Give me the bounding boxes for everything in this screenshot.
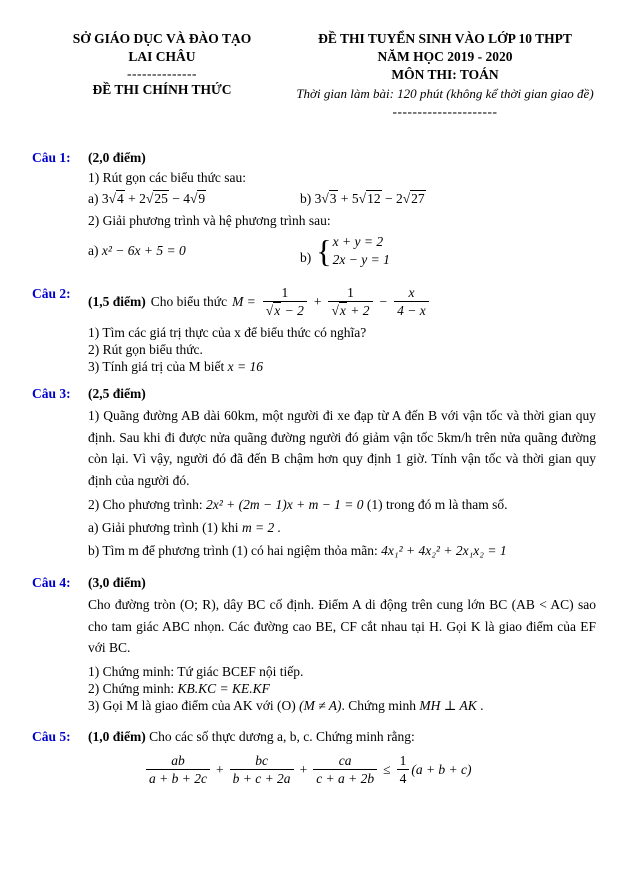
sqrt-icon: √ — [265, 303, 274, 318]
exam-header — [0, 0, 620, 119]
question-2 — [32, 285, 596, 375]
fraction-ab: $\frac{ab}{a + b + 2c}$ — [146, 753, 210, 786]
question-5-label: Câu 5: — [32, 728, 71, 744]
sqrt-icon: √ — [331, 303, 339, 318]
question-2-head — [88, 285, 596, 318]
operator-plus: + — [313, 294, 322, 309]
question-5-points: (1,0 điểm) — [88, 728, 146, 744]
question-4-item-3: 3) Gọi M là giao điểm của AK với (O) (M ≠ A). Chứng minh MH ⊥ AK . — [88, 697, 484, 713]
question-1-part2: 2) Giải phương trình và hệ phương trình sau: — [88, 213, 331, 228]
operator-plus: + — [215, 761, 224, 777]
question-5-head — [88, 728, 596, 745]
question-1-part1: 1) Rút gọn các biểu thức sau: — [88, 170, 247, 185]
sqrt-icon: √ — [108, 191, 117, 206]
question-2-item-3: 3) Tính giá trị của M biết x = 16 — [88, 359, 263, 374]
exam-subject: MÔN THI: TOÁN — [391, 67, 499, 82]
question-3-label: Câu 3: — [32, 386, 71, 401]
question-5 — [32, 728, 596, 786]
title-divider: --------------------- — [392, 104, 498, 119]
issuer-department: SỞ GIÁO DỤC VÀ ĐÀO TẠO — [72, 31, 252, 46]
exam-body — [0, 149, 620, 786]
question-5-intro: Cho các số thực dương a, b, c. Chứng minh rằng: — [149, 728, 415, 744]
question-4-points: (3,0 điểm) — [88, 575, 146, 590]
issuer-divider: -------------- — [127, 66, 197, 81]
question-3-item-b: b) Tìm m để phương trình (1) có hai ngiệm thỏa mãn: 4x₁² + 4x₂² + 2x₁x₂ = 1 — [88, 543, 507, 558]
exam-school-year: NĂM HỌC 2019 - 2020 — [377, 49, 513, 64]
question-2-item-2: 2) Rút gọn biểu thức. — [88, 342, 203, 357]
sqrt-icon: √ — [189, 191, 198, 206]
sqrt-icon: √ — [145, 191, 154, 206]
equation-1a: a) x² − 6x + 5 = 0 — [88, 243, 186, 258]
operator-leq: ≤ — [383, 761, 391, 777]
m-equals: M = — [232, 294, 256, 309]
expression-1a: a) 3√4 + 2√25 − 4√9 — [88, 191, 206, 206]
sqrt-term: √9 — [189, 191, 206, 206]
operator-minus: − — [379, 294, 388, 309]
question-3-word-problem: 1) Quãng đường AB dài 60km, một người đi xe đạp từ A đến B với vận tốc và thời gian quy định. Sau khi đi được nửa quãng đường người đó giảm vận tốc 5km/h trên nửa quãng đường còn lại. Vì vậy, người đó đã đến B chậm hơn quy định 1 giờ. Tính vận tốc và thời gian quy định của người đó. — [88, 408, 596, 488]
question-1-label: Câu 1: — [32, 150, 71, 165]
question-4-item-1: 1) Chứng minh: Tứ giác BCEF nội tiếp. — [88, 663, 304, 679]
question-1-expressions-row — [88, 191, 596, 207]
question-3-item-a: a) Giải phương trình (1) khi m = 2 . — [88, 520, 282, 535]
fraction-2: $\frac{1}{√x + 2}$ — [328, 285, 372, 318]
sqrt-icon: √ — [358, 191, 367, 206]
question-2-points: (1,5 điểm) — [88, 294, 146, 309]
sqrt-term: √3 — [321, 191, 337, 206]
sqrt-icon: √ — [402, 191, 411, 206]
question-4 — [32, 574, 596, 714]
question-2-label: Câu 2: — [32, 286, 71, 301]
sqrt-term: √25 — [145, 191, 168, 206]
fraction-bc: $\frac{bc}{b + c + 2a}$ — [230, 753, 294, 786]
sqrt-term: √12 — [358, 191, 381, 206]
sqrt-term: √27 — [402, 191, 425, 206]
exam-duration: Thời gian làm bài: 120 phút (không kể thời gian giao đề) — [296, 86, 594, 101]
question-2-item-1: 1) Tìm các giá trị thực của x để biểu thức có nghĩa? — [88, 325, 367, 340]
equation-system — [316, 233, 390, 269]
question-1 — [32, 149, 596, 269]
fraction-1: $\frac{1}{√x - 2}$ — [263, 285, 307, 318]
question-4-item-2: 2) Chứng minh: KB.KC = KE.KF — [88, 680, 270, 696]
question-4-label: Câu 4: — [32, 575, 71, 590]
expression-1b: b) 3√3 + 5√12 − 2√27 — [300, 191, 425, 206]
exam-title-block — [296, 30, 594, 119]
inequality-tail: (a + b + c) — [411, 761, 472, 777]
question-1-equations-row — [88, 233, 596, 269]
system-equation-2: 2x − y = 1 — [332, 252, 390, 267]
issuer-block — [28, 30, 296, 119]
fraction-3: $\frac{x}{4 - x}$ — [394, 285, 429, 318]
question-5-inequality — [144, 753, 596, 786]
sqrt-term: √x — [331, 303, 346, 318]
fraction-one-fourth: $\frac{1}{4}$ — [397, 753, 410, 786]
operator-plus: + — [299, 761, 308, 777]
question-3-points: (2,5 điểm) — [88, 386, 146, 401]
sqrt-icon: √ — [321, 191, 329, 206]
question-2-intro: Cho biểu thức — [150, 294, 228, 309]
equation-system-1b: b) { x + y = 2 2x − y = 1 — [300, 233, 390, 269]
question-3 — [32, 385, 596, 559]
system-equation-1: x + y = 2 — [332, 234, 384, 249]
question-1-points: (2,0 điểm) — [88, 150, 146, 165]
official-exam-label: ĐỀ THI CHÍNH THỨC — [92, 82, 232, 97]
sqrt-term: √4 — [108, 191, 124, 206]
fraction-ca: $\frac{ca}{c + a + 2b}$ — [313, 753, 377, 786]
brace-icon: { — [316, 233, 332, 269]
question-4-statement: Cho đường tròn (O; R), dây BC cố định. Điểm A di động trên cung lớn BC (AB < AC) sao cho tam giác ABC nhọn. Các đường cao BE, CF cắt nhau tại H. Gọi K là giao điểm của EF với BC. — [88, 597, 596, 655]
issuer-province: LAI CHÂU — [128, 49, 196, 64]
question-3-part2: 2) Cho phương trình: 2x² + (2m − 1)x + m − 1 = 0 (1) trong đó m là tham số. — [88, 497, 508, 512]
sqrt-term: √x — [265, 303, 281, 318]
exam-title: ĐỀ THI TUYỂN SINH VÀO LỚP 10 THPT — [318, 31, 572, 46]
